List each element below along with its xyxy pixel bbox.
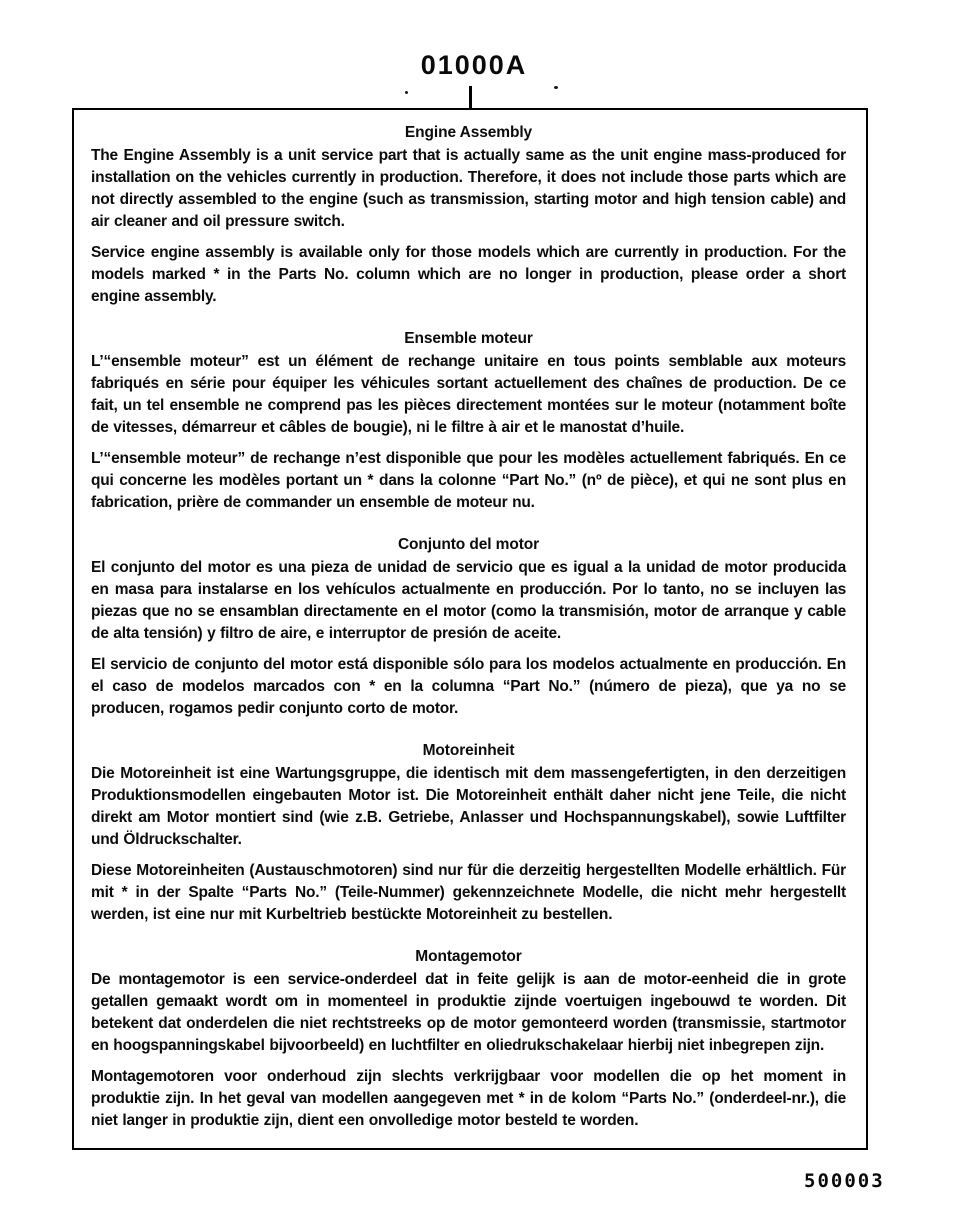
section-paragraph: Montagemotoren voor onderhoud zijn slechts verkrijgbaar voor modellen die op het moment in produktie zijn. In het geval van modellen aangegeven met * in de kolom “Parts No.” (onderdeel-nr.), die niet langer in produktie zijn, dient een onvolledige motor besteld te worden. <box>91 1068 846 1129</box>
section-dutch <box>91 946 846 1132</box>
section-paragraph: El servicio de conjunto del motor está disponible sólo para los modelos actualmente en producción. En el caso de modelos marcados con * en la columna “Part No.” (número de pieza), que ya no se producen, rogamos pedir conjunto corto de motor. <box>91 656 846 717</box>
section-french <box>91 328 846 514</box>
section-paragraph: El conjunto del motor es una pieza de unidad de servicio que es igual a la unidad de motor producida en masa para instalarse en los vehículos actualmente en producción. Por lo tanto, no se incluyen las piezas que no se ensamblan directamente en el motor (como la transmisión, motor de arranque y cable de alta tensión) y filtro de aire, e interruptor de presión de aceite. <box>91 559 846 642</box>
section-title-german: Motoreinheit <box>422 742 515 759</box>
header-tick-mark <box>469 86 472 110</box>
section-english <box>91 122 846 308</box>
section-german <box>91 740 846 926</box>
section-paragraph: Diese Motoreinheiten (Austauschmotoren) sind nur für die derzeitig hergestellten Modelle erhältlich. Für mit * in der Spalte “Parts No.” (Teile-Nummer) gekennzeichnete Modelle, die nicht mehr hergestellt werden, ist eine nur mit Kurbeltrieb bestückte Motoreinheit zu bestellen. <box>91 862 846 923</box>
section-paragraph: The Engine Assembly is a unit service part that is actually same as the unit engine mass-produced for installation on the vehicles currently in production. Therefore, it does not include those parts which are not directly assembled to the engine (such as transmission, starting motor and high tension cable) and air cleaner and oil pressure switch. <box>91 147 846 230</box>
section-title-spanish: Conjunto del motor <box>397 536 540 553</box>
document-number: 500003 <box>804 1170 885 1192</box>
section-paragraph: Die Motoreinheit ist eine Wartungsgruppe, die identisch mit dem massengefertigten, in den derzeitigen Produktionsmodellen eingebauten Motor ist. Die Motoreinheit enthält daher nicht jene Teile, die nicht direkt am Motor montiert sind (wie z.B. Getriebe, Anlasser und Hochspannungskabel), sowie Luftfilter und Öldruckschalter. <box>91 765 846 848</box>
section-paragraph: L’“ensemble moteur” est un élément de rechange unitaire en tous points semblable aux moteurs fabriqués en série pour équiper les véhicules sortant actuellement des chaînes de production. De ce fait, un tel ensemble ne comprend pas les pièces directement montées sur le moteur (notamment boîte de vitesses, démarreur et câbles de bougie), ni le filtre à air et le manostat d’huile. <box>91 353 846 436</box>
content-box <box>72 108 868 1150</box>
scan-artifact-dot <box>554 86 558 89</box>
scan-artifact-dot <box>405 91 408 94</box>
section-paragraph: L’“ensemble moteur” de rechange n’est disponible que pour les modèles actuellement fabriqués. En ce qui concerne les modèles portant un * dans la colonne “Part No.” (nº de pièce), et qui ne sont plus en fabrication, prière de commander un ensemble de moteur nu. <box>91 450 846 511</box>
section-title-english: Engine Assembly <box>404 124 533 141</box>
section-title-french: Ensemble moteur <box>404 330 533 347</box>
section-paragraph: De montagemotor is een service-onderdeel dat in feite gelijk is aan de motor-eenheid die in grote getallen gemaakt wordt om in momenteel in produktie zijnde voertuigen ingebouwd te worden. Dit betekent dat onderdelen die niet rechtstreeks op de motor gemonteerd worden (transmissie, startmotor en hoogspanningskabel bijvoorbeeld) en luchtfilter en oliedrukschakelaar hierbij niet inbegrepen zijn. <box>91 971 846 1054</box>
section-title-dutch: Montagemotor <box>415 948 522 965</box>
section-code: 01000A <box>420 50 528 80</box>
section-spanish <box>91 534 846 720</box>
section-paragraph: Service engine assembly is available only for those models which are currently in production. For the models marked * in the Parts No. column which are no longer in production, please order a short engine assembly. <box>91 244 846 305</box>
